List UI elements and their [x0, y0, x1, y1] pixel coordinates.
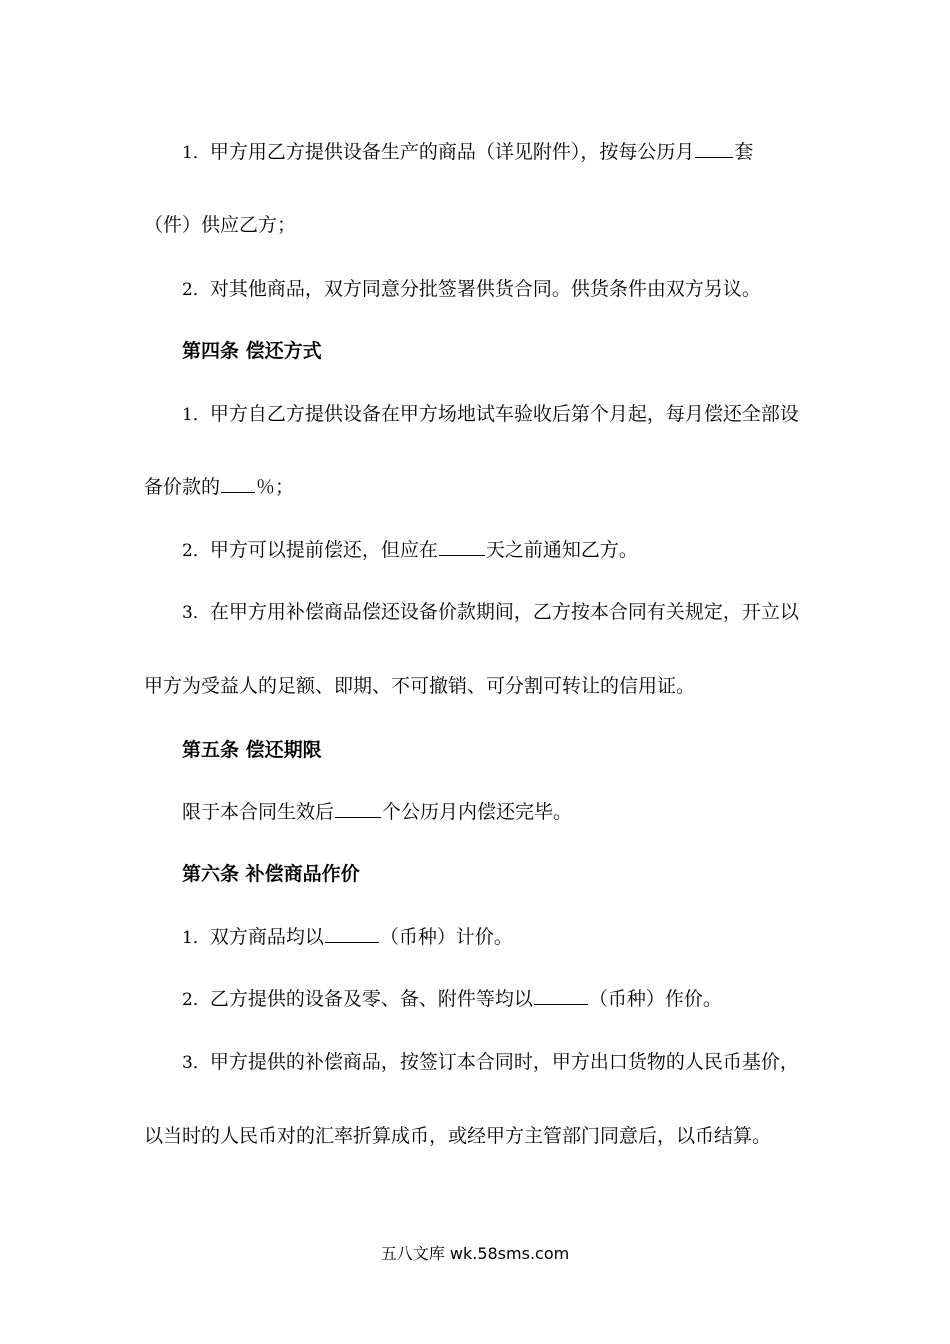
clause-3-item-2: [182, 276, 761, 303]
item-number: 3．: [182, 603, 210, 623]
item-text: 甲方用乙方提供设备生产的商品（详见附件），按每公历月: [209, 141, 695, 163]
item-number: 2．: [182, 990, 210, 1010]
item-number: 2．: [182, 280, 210, 300]
clause-3-item-1-line-2: [144, 212, 296, 238]
article-5-heading: [182, 737, 322, 763]
article-5-text: [182, 799, 572, 825]
article-6-heading: [182, 861, 360, 887]
footer-text: 五八文库 wk.58sms.com: [380, 1244, 570, 1263]
item-text: 天之前通知乙方。: [485, 539, 638, 561]
item-text: （币种）计价。: [379, 926, 513, 948]
item-text-unit: 套: [734, 141, 754, 163]
article-4-item-3-line-1: [182, 599, 799, 626]
article-4-item-3-line-2: [144, 673, 695, 699]
item-number: 2．: [182, 541, 210, 561]
item-text: 在甲方用补偿商品偿还设备价款期间，乙方按本合同有关规定，开立以: [209, 601, 799, 623]
item-text: 甲方提供的补偿商品，按签订本合同时，甲方出口货物的人民币基价，: [209, 1051, 799, 1073]
item-text: （币种）作价。: [588, 988, 722, 1010]
article-6-item-2: [182, 986, 722, 1013]
item-text: 甲方自乙方提供设备在甲方场地试车验收后第个月起，每月偿还全部设: [209, 403, 799, 425]
item-number: 1．: [182, 405, 210, 425]
article-4-heading: [182, 338, 322, 364]
article-title: 第六条 补偿商品作价: [182, 863, 360, 885]
fill-blank: [325, 924, 379, 943]
item-number: 1．: [182, 928, 210, 948]
item-text: 甲方可以提前偿还，但应在: [209, 539, 438, 561]
item-text: 双方商品均以: [209, 926, 324, 948]
item-text: 甲方为受益人的足额、即期、不可撤销、可分割可转让的信用证。: [144, 675, 696, 697]
item-text: 限于本合同生效后: [182, 801, 335, 823]
item-text: 备价款的: [144, 476, 221, 498]
fill-blank: [335, 799, 381, 818]
article-4-item-2: [182, 537, 638, 564]
item-number: 3．: [182, 1053, 210, 1073]
article-6-item-3-line-1: [182, 1049, 799, 1076]
fill-blank: [221, 474, 255, 493]
article-6-item-1: [182, 924, 513, 951]
item-text: 以当时的人民币对的汇率折算成币，或经甲方主管部门同意后，以币结算。: [144, 1125, 772, 1147]
footer-watermark: [0, 1243, 950, 1265]
fill-blank: [439, 537, 485, 556]
item-number: 1．: [182, 143, 210, 163]
item-text: （件）供应乙方；: [144, 214, 297, 236]
article-4-item-1-line-1: [182, 401, 799, 428]
fill-blank: [695, 139, 733, 158]
fill-blank: [534, 986, 588, 1005]
article-4-item-1-line-2: [144, 474, 294, 500]
article-title: 第五条 偿还期限: [182, 739, 322, 761]
item-text: ％；: [256, 476, 295, 498]
clause-3-item-1-line-1: [182, 139, 753, 166]
item-text: 个公历月内偿还完毕。: [382, 801, 573, 823]
article-6-item-3-line-2: [144, 1123, 771, 1149]
article-title: 第四条 偿还方式: [182, 340, 322, 362]
item-text: 对其他商品，双方同意分批签署供货合同。供货条件由双方另议。: [209, 278, 761, 300]
item-text: 乙方提供的设备及零、备、附件等均以: [209, 988, 533, 1010]
